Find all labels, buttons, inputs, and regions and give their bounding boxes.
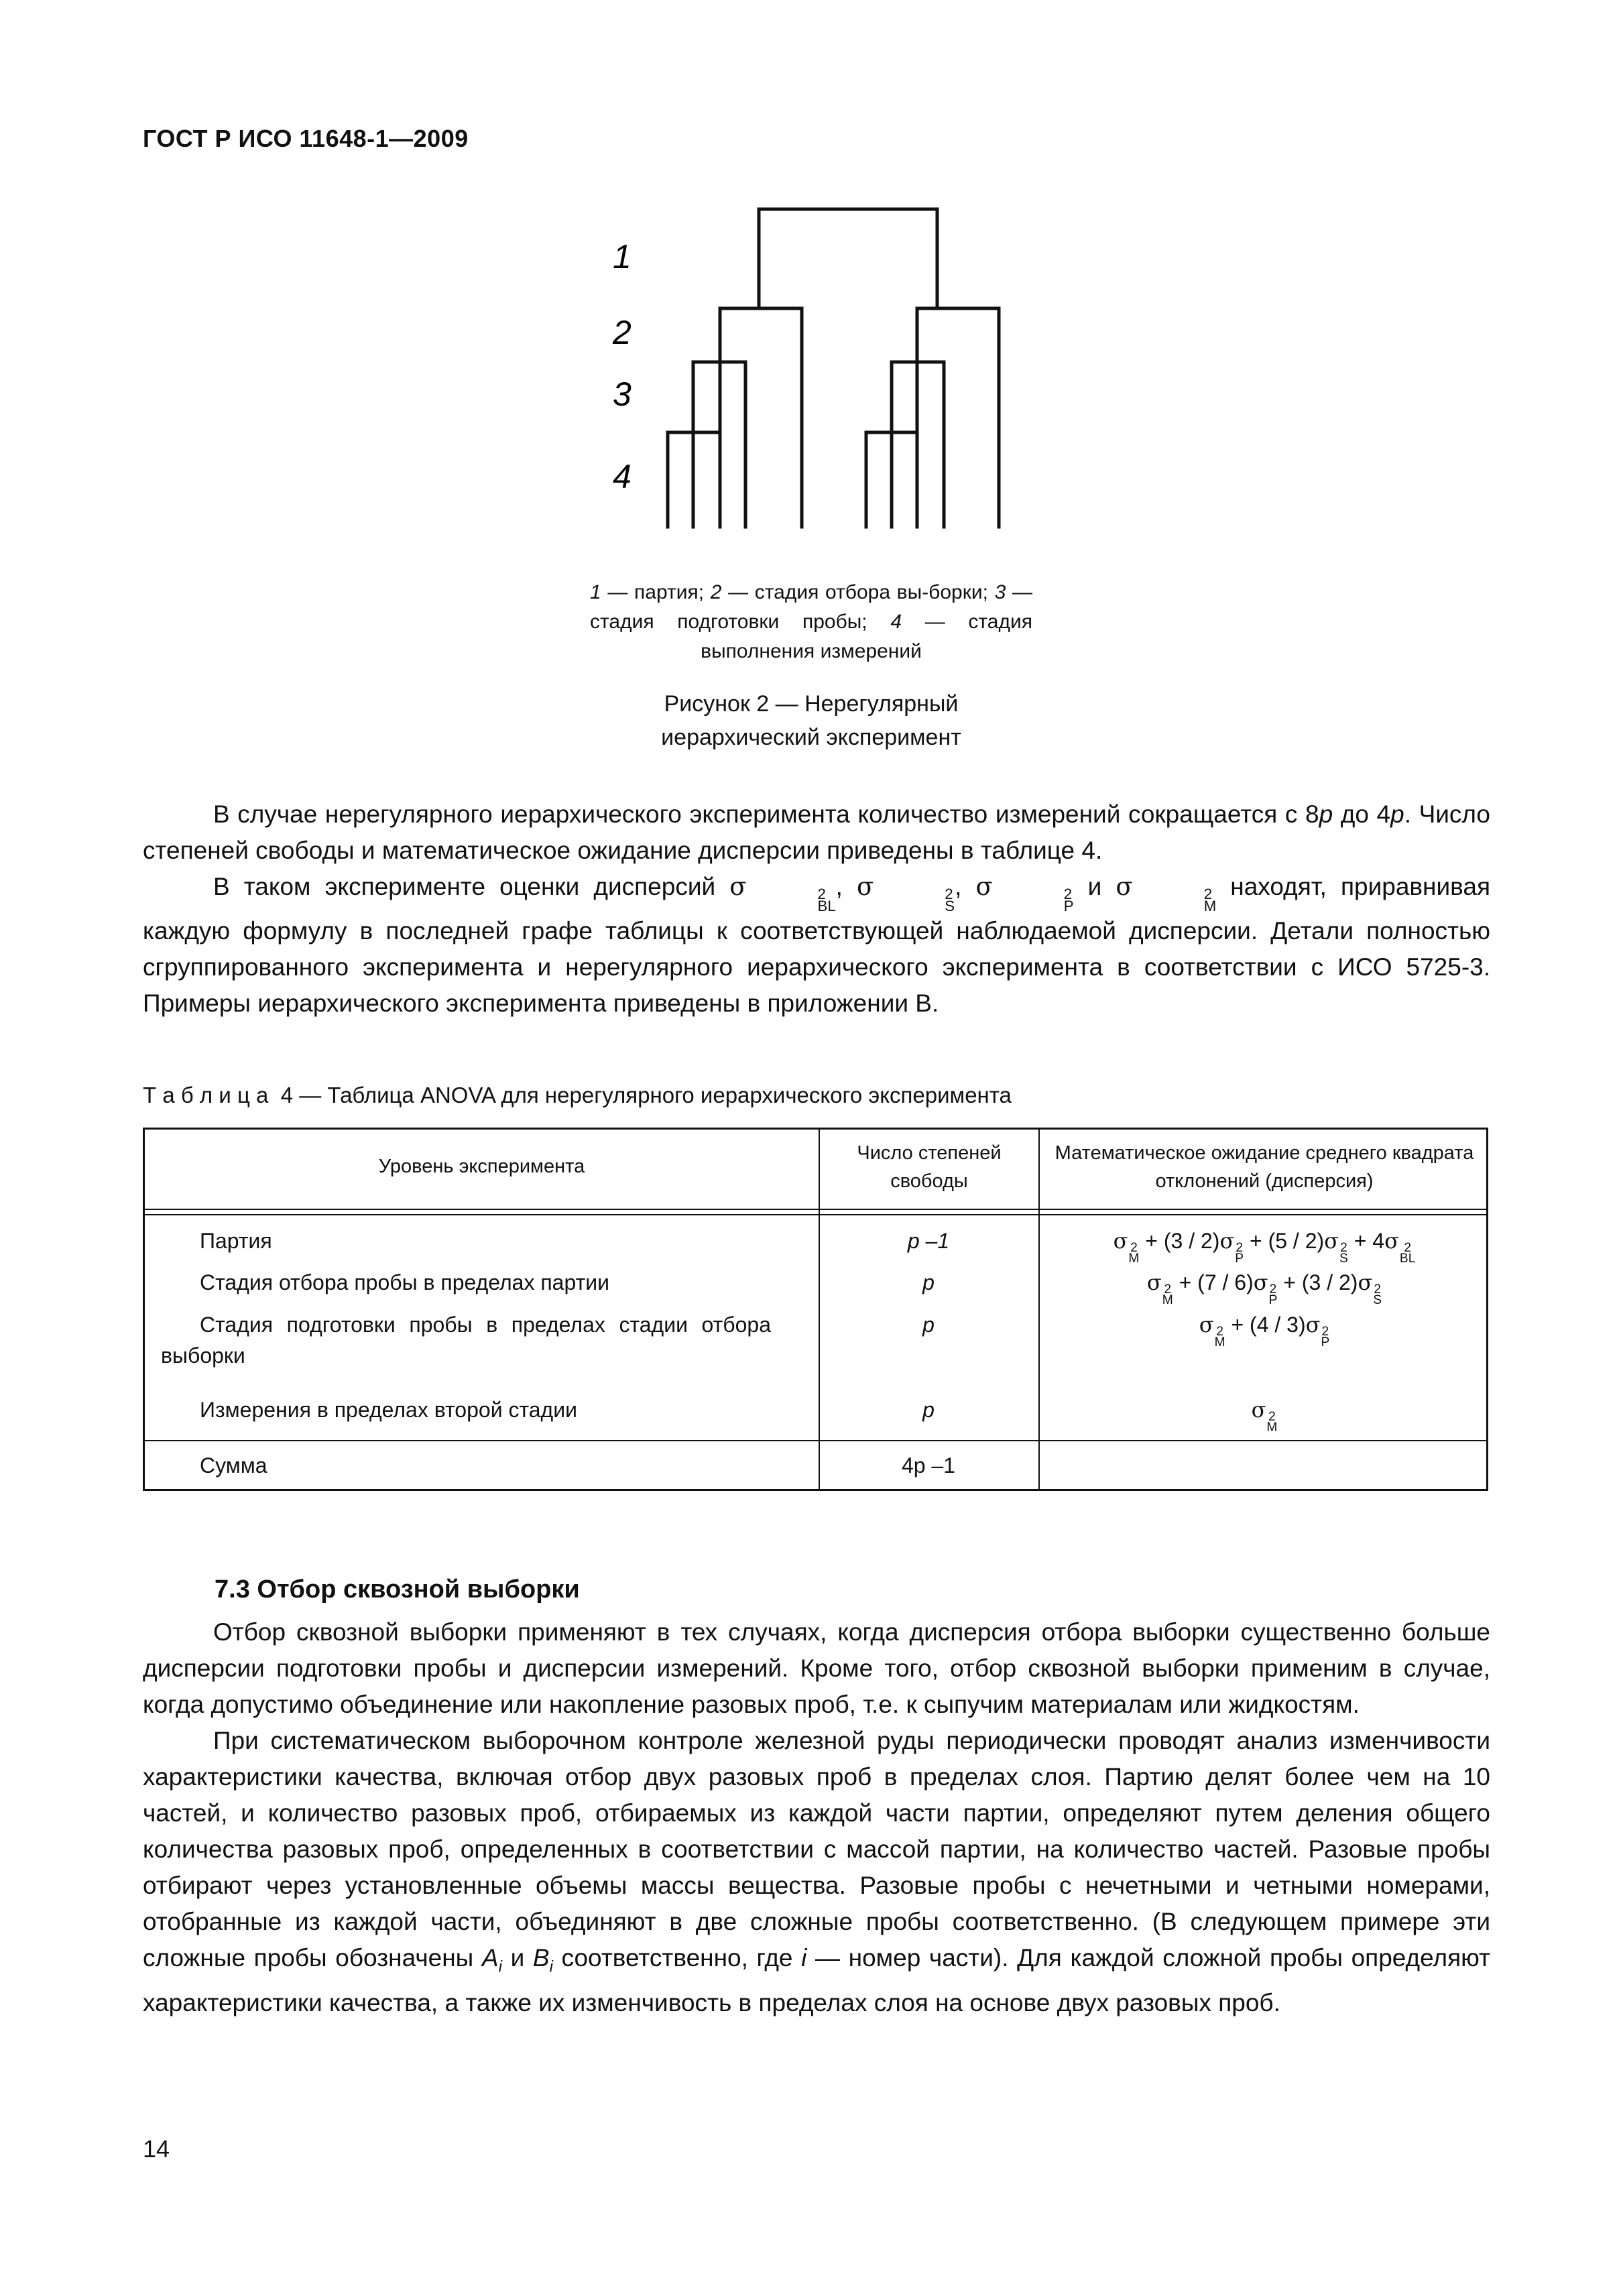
level-label-2: 2 — [613, 314, 632, 351]
header-df: Число степеней свободы — [857, 1142, 1002, 1192]
tree-branches — [668, 209, 999, 527]
row-1-ems: σ 2 M + (3 / 2)σ 2 P + (5 / 2)σ 2 S + 4σ 2 BL — [1113, 1228, 1416, 1266]
figure-caption-line-1: Рисунок 2 — Нерегулярный — [664, 691, 959, 717]
legend-num-1: 1 — [590, 581, 601, 603]
legend-text-3: — стадия подготовки пробы; — [590, 581, 1032, 633]
hierarchy-diagram — [597, 201, 1026, 536]
row-4-df: p — [922, 1398, 935, 1422]
row-3-df: p — [922, 1313, 935, 1337]
page-number: 14 — [143, 2135, 170, 2163]
table-caption: Т а б л и ц а 4 — Таблица ANOVA для нерегулярного иерархического эксперимента — [143, 1083, 1012, 1107]
figure-caption — [583, 687, 1039, 754]
legend-text-1: — партия; — [607, 581, 705, 603]
row-3-level: Стадия подготовки пробы в пределах стадии отбора выборки — [161, 1313, 771, 1368]
sum-level: Сумма — [200, 1453, 267, 1477]
legend-num-4: 4 — [890, 611, 902, 633]
sum-df: 4p –1 — [901, 1453, 956, 1477]
level-label-3: 3 — [613, 375, 632, 413]
legend-text-2: — стадия отбора вы-борки; — [728, 581, 988, 603]
row-4-level: Измерения в пределах второй стадии — [200, 1398, 577, 1422]
header-ems: Математическое ожидание среднего квадрата отклонений (дисперсия) — [1055, 1142, 1474, 1192]
level-label-4: 4 — [613, 458, 632, 495]
legend-text-4: — стадия выполнения измерений — [701, 611, 1032, 662]
row-2-df: p — [922, 1270, 935, 1294]
section-paragraph-1: Отбор сквозной выборки применяют в тех случаях, когда дисперсия отбора выборки существенно больше дисперсии подготовки пробы и дисперсии измерений. Кроме того, отбор сквозной выборки применим в случае, когда допустимо объединение или накопление разовых проб, т.е. к сыпучим материалам или жидкостям. — [143, 1618, 1490, 1718]
header-level: Уровень эксперимента — [378, 1156, 585, 1177]
row-4-ems: σ 2 M — [1251, 1397, 1278, 1435]
row-2-level: Стадия отбора пробы в пределах партии — [200, 1270, 609, 1294]
paragraph-2: В таком эксперименте оценки дисперсий σ 2 BL , σ 2 S , σ 2 P и σ 2 M находят, приравнивая каждую формулу в последней графе таблицы к соответствующей наблюдаемой дисперсии. Детали полностью сгруппированного эксперимента и нерегулярного иерархического эксперимента в соответствии с ИСО 5725-3. Примеры иерархического эксперимента приведены в приложении В. — [143, 872, 1491, 1018]
figure-caption-line-2: иерархический эксперимент — [661, 725, 961, 750]
legend-num-2: 2 — [710, 581, 722, 603]
level-label-1: 1 — [613, 238, 632, 276]
paragraph-1: В случае нерегулярного иерархического эксперимента количество измерений сокращается с 8p до 4p. Число степеней свободы и математическое ожидание дисперсии приведены в таблице 4. — [143, 800, 1490, 864]
anova-table — [143, 1128, 1488, 1491]
body-text-top — [143, 796, 1490, 1022]
body-text-bottom — [143, 1614, 1490, 2021]
section-paragraph-2: При систематическом выборочном контроле железной руды периодически проводят анализ изменчивости характеристики качества, включая отбор двух разовых проб в пределах слоя. Партию делят более чем на 10 частей, и количество разовых проб, отбираемых из каждой части партии, определяют путем деления общего количества разовых проб, определенных в соответствии с массой партии, на количество частей. Разовые пробы отбирают через установленные объемы массы вещества. Разовые пробы с нечетными и четными номерами, отобранные из каждой части, объединяют в две сложные пробы соответственно. (В следующем примере эти сложные пробы обозначены $A_i$ и $B_i$ соответственно, где i — номер части). Для каждой сложной пробы определяют характеристики качества, а также их изменчивость в пределах слоя на основе двух разовых проб. — [143, 1727, 1490, 2017]
legend-num-3: 3 — [994, 581, 1006, 603]
row-3-ems: σ 2 M + (4 / 3)σ 2 P — [1199, 1312, 1330, 1350]
row-1-df: p –1 — [907, 1229, 950, 1253]
figure-legend — [590, 578, 1032, 666]
row-2-ems: σ 2 M + (7 / 6)σ 2 P + (3 / 2)σ 2 S — [1146, 1270, 1382, 1308]
document-header: ГОСТ Р ИСО 11648-1—2009 — [143, 125, 469, 152]
row-1-level: Партия — [200, 1229, 272, 1253]
section-title: 7.3 Отбор сквозной выборки — [215, 1575, 580, 1604]
